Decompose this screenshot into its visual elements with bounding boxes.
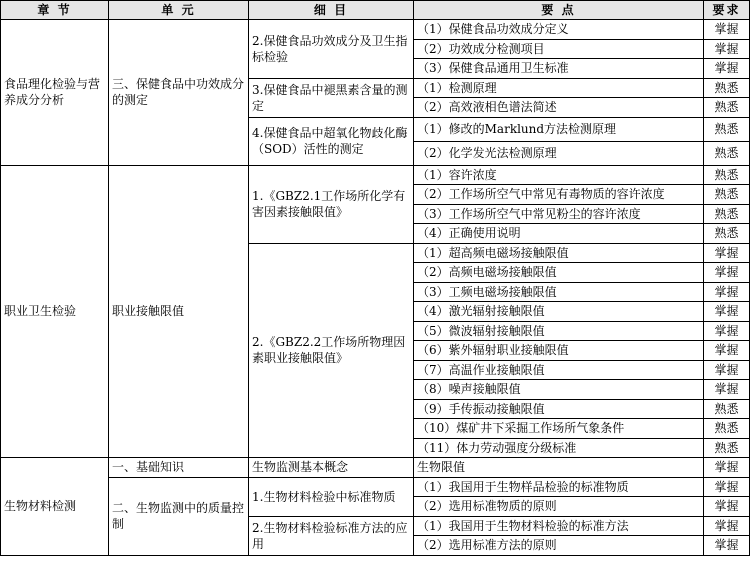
point-cell: （1）检测原理 xyxy=(414,78,704,98)
table-row xyxy=(1,20,750,40)
point-cell: （2）选用标准方法的原则 xyxy=(414,536,704,556)
requirement-cell: 掌握 xyxy=(704,282,750,302)
detail-cell: 1.《GBZ2.1工作场所化学有害因素接触限值》 xyxy=(249,165,414,243)
requirement-cell: 掌握 xyxy=(704,263,750,283)
point-cell: （9）手传振动接触限值 xyxy=(414,399,704,419)
point-cell: （11）体力劳动强度分级标准 xyxy=(414,438,704,458)
unit-cell: 一、基础知识 xyxy=(109,458,249,478)
requirement-cell: 熟悉 xyxy=(704,224,750,244)
requirement-cell: 掌握 xyxy=(704,39,750,59)
point-cell: （1）保健食品功效成分定义 xyxy=(414,20,704,40)
requirement-cell: 熟悉 xyxy=(704,419,750,439)
requirement-cell: 掌握 xyxy=(704,477,750,497)
requirement-cell: 熟悉 xyxy=(704,399,750,419)
point-cell: （3）工作场所空气中常见粉尘的容许浓度 xyxy=(414,204,704,224)
detail-cell: 4.保健食品中超氧化物歧化酶（SOD）活性的测定 xyxy=(249,117,414,165)
requirement-cell: 熟悉 xyxy=(704,117,750,141)
requirement-cell: 熟悉 xyxy=(704,141,750,165)
header-points: 要 点 xyxy=(414,1,704,20)
unit-cell: 三、保健食品中功效成分的测定 xyxy=(109,20,249,166)
header-unit: 单 元 xyxy=(109,1,249,20)
point-cell: （3）工频电磁场接触限值 xyxy=(414,282,704,302)
point-cell: （7）高温作业接触限值 xyxy=(414,360,704,380)
point-cell: （3）保健食品通用卫生标准 xyxy=(414,59,704,79)
unit-cell: 职业接触限值 xyxy=(109,165,249,458)
requirement-cell: 熟悉 xyxy=(704,438,750,458)
requirement-cell: 熟悉 xyxy=(704,78,750,98)
point-cell: （5）微波辐射接触限值 xyxy=(414,321,704,341)
chapter-cell: 食品理化检验与营养成分分析 xyxy=(1,20,109,166)
requirement-cell: 熟悉 xyxy=(704,98,750,118)
header-row xyxy=(1,1,750,20)
point-cell: （2）高频电磁场接触限值 xyxy=(414,263,704,283)
chapter-cell: 生物材料检测 xyxy=(1,458,109,556)
detail-cell: 2.《GBZ2.2工作场所物理因素职业接触限值》 xyxy=(249,243,414,458)
point-cell: （2）选用标准物质的原则 xyxy=(414,497,704,517)
requirement-cell: 熟悉 xyxy=(704,165,750,185)
requirement-cell: 掌握 xyxy=(704,380,750,400)
point-cell: （8）噪声接触限值 xyxy=(414,380,704,400)
point-cell: 生物限值 xyxy=(414,458,704,478)
point-cell: （4）正确使用说明 xyxy=(414,224,704,244)
requirement-cell: 掌握 xyxy=(704,20,750,40)
requirement-cell: 掌握 xyxy=(704,321,750,341)
requirement-cell: 掌握 xyxy=(704,536,750,556)
chapter-cell: 职业卫生检验 xyxy=(1,165,109,458)
requirement-cell: 掌握 xyxy=(704,59,750,79)
point-cell: （2）化学发光法检测原理 xyxy=(414,141,704,165)
requirement-cell: 熟悉 xyxy=(704,185,750,205)
header-detail: 细 目 xyxy=(249,1,414,20)
table-row xyxy=(1,165,750,185)
point-cell: （2）高效液相色谱法简述 xyxy=(414,98,704,118)
requirement-cell: 掌握 xyxy=(704,341,750,361)
header-chapter: 章 节 xyxy=(1,1,109,20)
detail-cell: 2.保健食品功效成分及卫生指标检验 xyxy=(249,20,414,79)
requirement-cell: 掌握 xyxy=(704,497,750,517)
unit-cell: 二、生物监测中的质量控制 xyxy=(109,477,249,555)
point-cell: （2）工作场所空气中常见有毒物质的容许浓度 xyxy=(414,185,704,205)
requirement-cell: 掌握 xyxy=(704,458,750,478)
point-cell: （1）容许浓度 xyxy=(414,165,704,185)
point-cell: （1）修改的Marklund方法检测原理 xyxy=(414,117,704,141)
point-cell: （1）超高频电磁场接触限值 xyxy=(414,243,704,263)
requirement-cell: 熟悉 xyxy=(704,204,750,224)
detail-cell: 生物监测基本概念 xyxy=(249,458,414,478)
table-row xyxy=(1,458,750,478)
detail-cell: 2.生物材料检验标准方法的应用 xyxy=(249,516,414,555)
point-cell: （1）我国用于生物样品检验的标准物质 xyxy=(414,477,704,497)
header-requirement: 要求 xyxy=(704,1,750,20)
point-cell: （2）功效成分检测项目 xyxy=(414,39,704,59)
requirement-cell: 掌握 xyxy=(704,360,750,380)
point-cell: （6）紫外辐射职业接触限值 xyxy=(414,341,704,361)
detail-cell: 3.保健食品中褪黑素含量的测定 xyxy=(249,78,414,117)
point-cell: （1）我国用于生物材料检验的标准方法 xyxy=(414,516,704,536)
requirement-cell: 掌握 xyxy=(704,243,750,263)
requirement-cell: 掌握 xyxy=(704,302,750,322)
point-cell: （4）激光辐射接触限值 xyxy=(414,302,704,322)
requirement-cell: 掌握 xyxy=(704,516,750,536)
table-row xyxy=(1,477,750,497)
point-cell: （10）煤矿井下采掘工作场所气象条件 xyxy=(414,419,704,439)
detail-cell: 1.生物材料检验中标准物质 xyxy=(249,477,414,516)
